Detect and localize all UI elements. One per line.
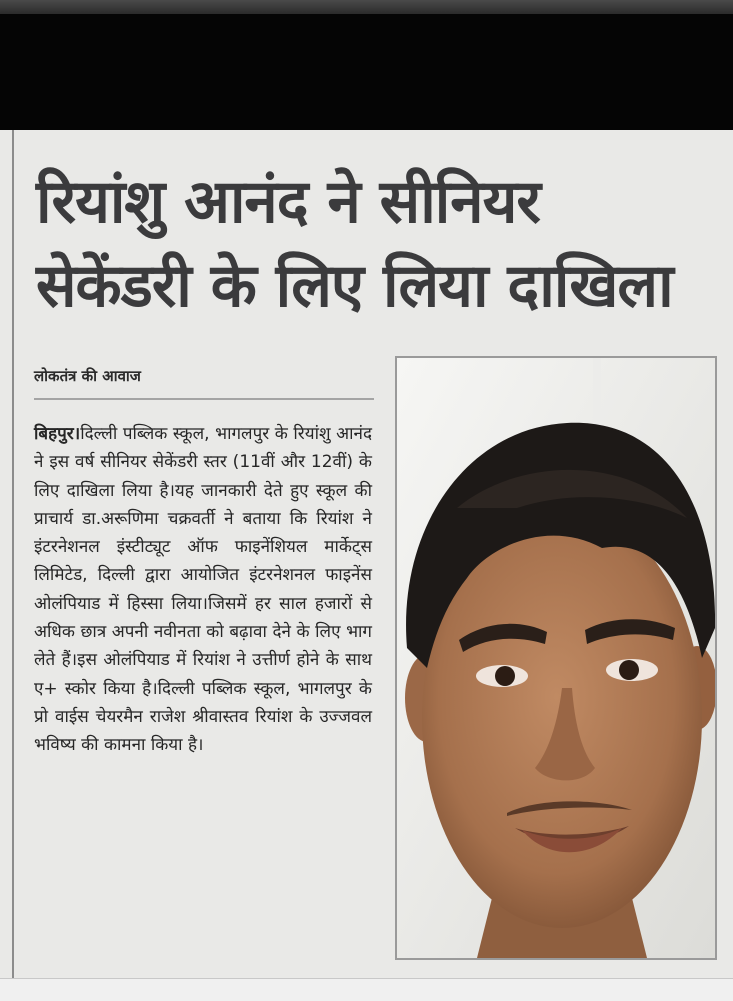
article-body — [34, 420, 372, 760]
bottom-edge — [0, 978, 733, 1001]
newspaper-clipping — [0, 130, 733, 978]
byline: लोकतंत्र की आवाज — [34, 367, 141, 385]
byline-divider — [34, 398, 374, 400]
portrait-illustration — [397, 358, 715, 958]
headline-line-2: सेकेंडरी के लिए लिया दाखिला — [36, 251, 673, 321]
black-band — [0, 14, 733, 130]
left-border-rule — [12, 130, 14, 978]
headline-line-1: रियांशु आनंद ने सीनियर — [36, 167, 540, 237]
top-edge — [0, 0, 733, 14]
dateline: बिहपुर। — [34, 424, 81, 444]
portrait-photo — [395, 356, 717, 960]
headline — [36, 160, 716, 328]
article-body-text: दिल्ली पब्लिक स्कूल, भागलपुर के रियांशु आनंद ने इस वर्ष सीनियर सेकेंडरी स्तर (11वीं और 12वीं) के लिए दाखिला लिया है।यह जानकारी देते हुए स्कूल की प्राचार्य डा.अरूणिमा चक्रवर्ती ने बताया कि रियांश ने इंटरनेशनल इंस्टीट्यूट ऑफ फाइनेंशियल मार्केट्स लिमिटेड, दिल्ली द्वारा आयोजित इंटरनेशनल फाइनेंस ओलंपियाड में हिस्सा लिया।जिसमें हर साल हजारों से अधिक छात्र अपनी नवीनता को बढ़ावा देने के लिए भाग लेते हैं।इस ओलंपियाड में रियांश ने उत्तीर्ण होने के साथ ए+ स्कोर किया है।दिल्ली पब्लिक स्कूल, भागलपुर के प्रो वाईस चेयरमैन राजेश श्रीवास्तव रियांश के उज्जवल भविष्य की कामना किया है। — [34, 424, 372, 756]
